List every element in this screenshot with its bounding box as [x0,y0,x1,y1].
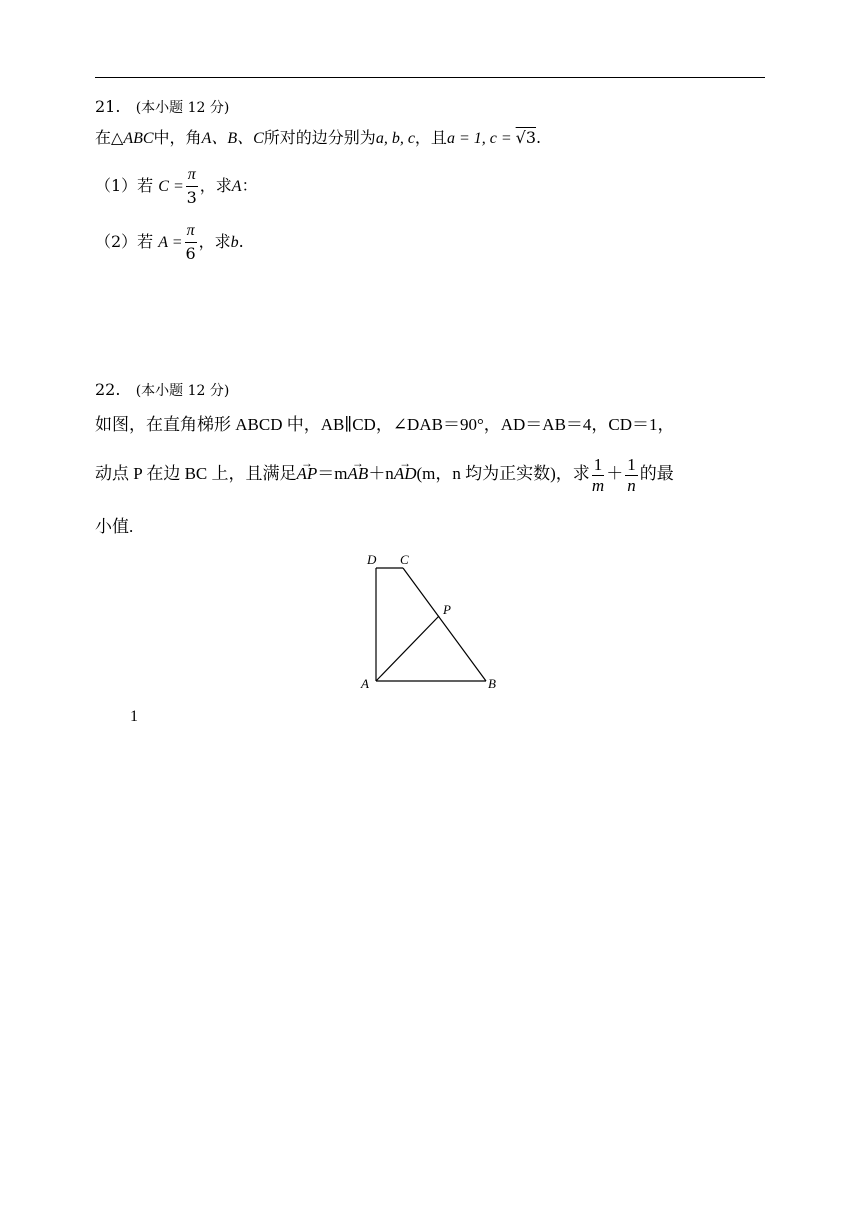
label-d: D [367,552,377,567]
q22-header [95,380,229,401]
q22-eq: ＝m [317,464,348,483]
label-p: P [443,602,451,617]
q21-part2-tail: ，求 [198,232,231,251]
q21-stem [95,128,541,149]
label-a: A [361,676,369,691]
q21-part1-ask: A [231,178,242,195]
vector-ap: → AP [297,452,318,496]
q22-line2 [95,452,674,496]
q21-sqrt3: √3 [515,128,537,147]
q22-score: (本小题 12 分) [135,383,230,399]
denominator-m: m [591,475,605,495]
q21-part2 [95,218,244,267]
label-b: B [488,676,496,691]
header-rule [95,77,765,78]
q21-angles: A、B、C [201,130,264,147]
q21-part1-var: C = [158,178,184,195]
q22-line1: 如图，在直角梯形 ABCD 中，AB∥CD，∠DAB＝90°，AD＝AB＝4，CD＝1， [95,415,675,434]
q21-part1-tail: ，求 [199,176,232,195]
denominator-n: n [627,475,636,495]
q21-part1-label: （1）若 [95,176,154,195]
denominator-3: 3 [186,188,197,207]
q21-stem-mid3: ，且 [414,128,447,147]
q21-stem-mid: 中，角 [153,128,202,147]
pi-numerator: π [186,164,198,187]
q21-part2-var: A = [158,234,183,251]
q22-number: 22. [95,380,121,399]
q22-plus: ＋n [368,464,394,483]
pi-numerator: π [185,220,197,243]
q21-part2-end: . [238,232,244,251]
label-c: C [400,552,409,567]
triangle-symbol: △ [111,128,124,147]
q21-abc: ABC [123,130,154,147]
trapezoid-figure [355,548,515,693]
fraction-1-over-m [592,455,605,496]
q21-number: 21. [95,97,121,116]
vector-ab: → AB [348,452,369,496]
q21-header [95,97,229,118]
segment-ap [376,616,439,681]
q22-line2-b: (m，n 均为正实数)，求 [416,464,590,483]
q21-given: a = 1, c = [446,130,516,147]
q21-part1 [95,162,258,211]
fraction-pi-over-6 [185,220,197,265]
q22-line3: 小值. [95,517,134,536]
q22-plus2: ＋ [606,464,624,483]
q21-stem-prefix: 在 [95,128,112,147]
q21-score: (本小题 12 分) [135,100,230,116]
page-number: 1 [130,708,138,725]
vector-ad: → AD [394,452,417,496]
q22-line2-a: 动点 P 在边 BC 上，且满足 [95,464,297,483]
q21-end: . [536,128,542,147]
q21-part1-end: ： [241,176,258,195]
q21-part2-ask: b [230,234,239,251]
q21-stem-mid2: 所对的边分别为 [263,128,376,147]
q22-line2-c: 的最 [639,464,674,483]
edge-cb [403,568,486,681]
fraction-pi-over-3 [186,164,198,209]
q21-part2-label: （2）若 [95,232,154,251]
fraction-1-over-n [625,455,638,496]
numerator-1: 1 [593,454,603,474]
numerator-1: 1 [627,454,636,474]
denominator-6: 6 [185,244,196,263]
q21-sides: a, b, c [375,130,415,147]
